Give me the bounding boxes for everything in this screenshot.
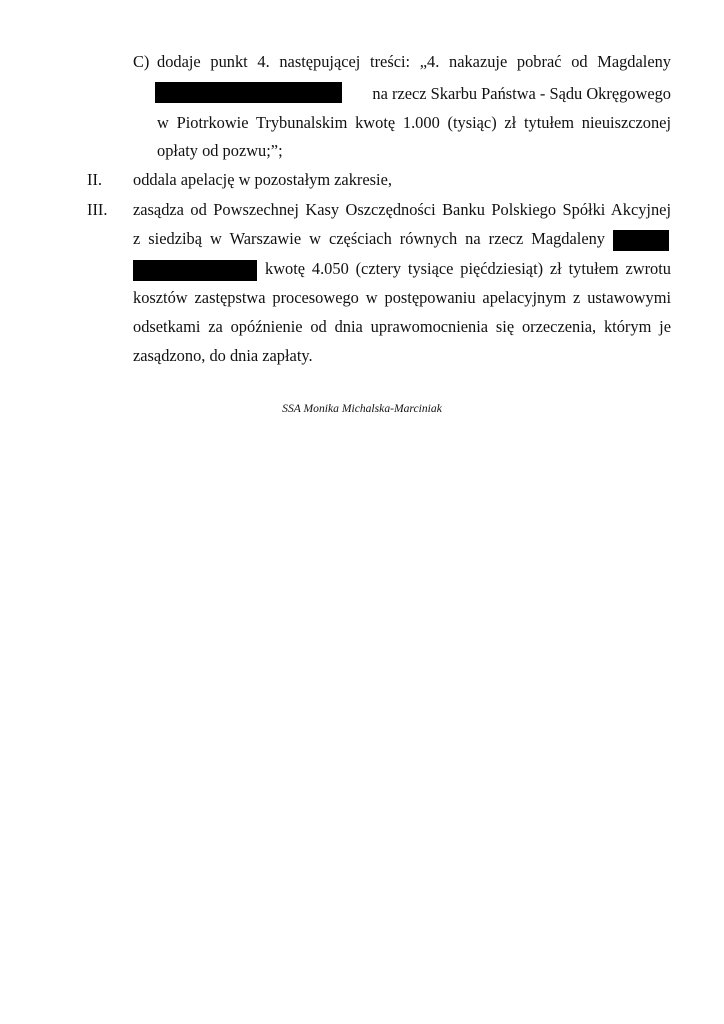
redaction-block [613, 230, 669, 251]
point-iii-label: III. [87, 200, 108, 219]
point-iii-line-3-wrap [133, 256, 671, 282]
point-iii-line-2-wrap [133, 226, 671, 252]
point-iii-line-3: kwotę 4.050 (cztery tysiące pięćdziesiąt) zł tytułem zwrotu [265, 259, 671, 278]
redaction-block [155, 82, 342, 103]
point-c-line-2-wrap [155, 81, 671, 107]
judge-signature: SSA Monika Michalska-Marciniak [282, 402, 442, 415]
point-c-line-3: w Piotrkowie Trybunalskim kwotę 1.000 (tysiąc) zł tytułem nieuiszczonej [157, 113, 671, 132]
point-ii-line-1: oddala apelację w pozostałym zakresie, [133, 170, 392, 189]
redaction-block [133, 260, 257, 281]
point-iii-line-4: kosztów zastępstwa procesowego w postępowaniu apelacyjnym z ustawowymi [133, 288, 671, 307]
point-c-line-4: opłaty od pozwu;”; [157, 141, 283, 160]
point-c-line-1: dodaje punkt 4. następującej treści: „4. nakazuje pobrać od Magdaleny [157, 52, 671, 71]
point-iii-line-1: zasądza od Powszechnej Kasy Oszczędności Banku Polskiego Spółki Akcyjnej [133, 200, 671, 219]
point-iii-line-5: odsetkami za opóźnienie od dnia uprawomocnienia się orzeczenia, którym je [133, 317, 671, 336]
point-c-label: C) [133, 52, 150, 71]
point-iii-line-2: z siedzibą w Warszawie w częściach równych na rzecz Magdaleny [133, 229, 605, 248]
point-c-line-2: na rzecz Skarbu Państwa - Sądu Okręgowego [372, 84, 671, 103]
point-ii-label: II. [87, 170, 103, 189]
point-iii-line-6: zasądzono, do dnia zapłaty. [133, 346, 313, 365]
